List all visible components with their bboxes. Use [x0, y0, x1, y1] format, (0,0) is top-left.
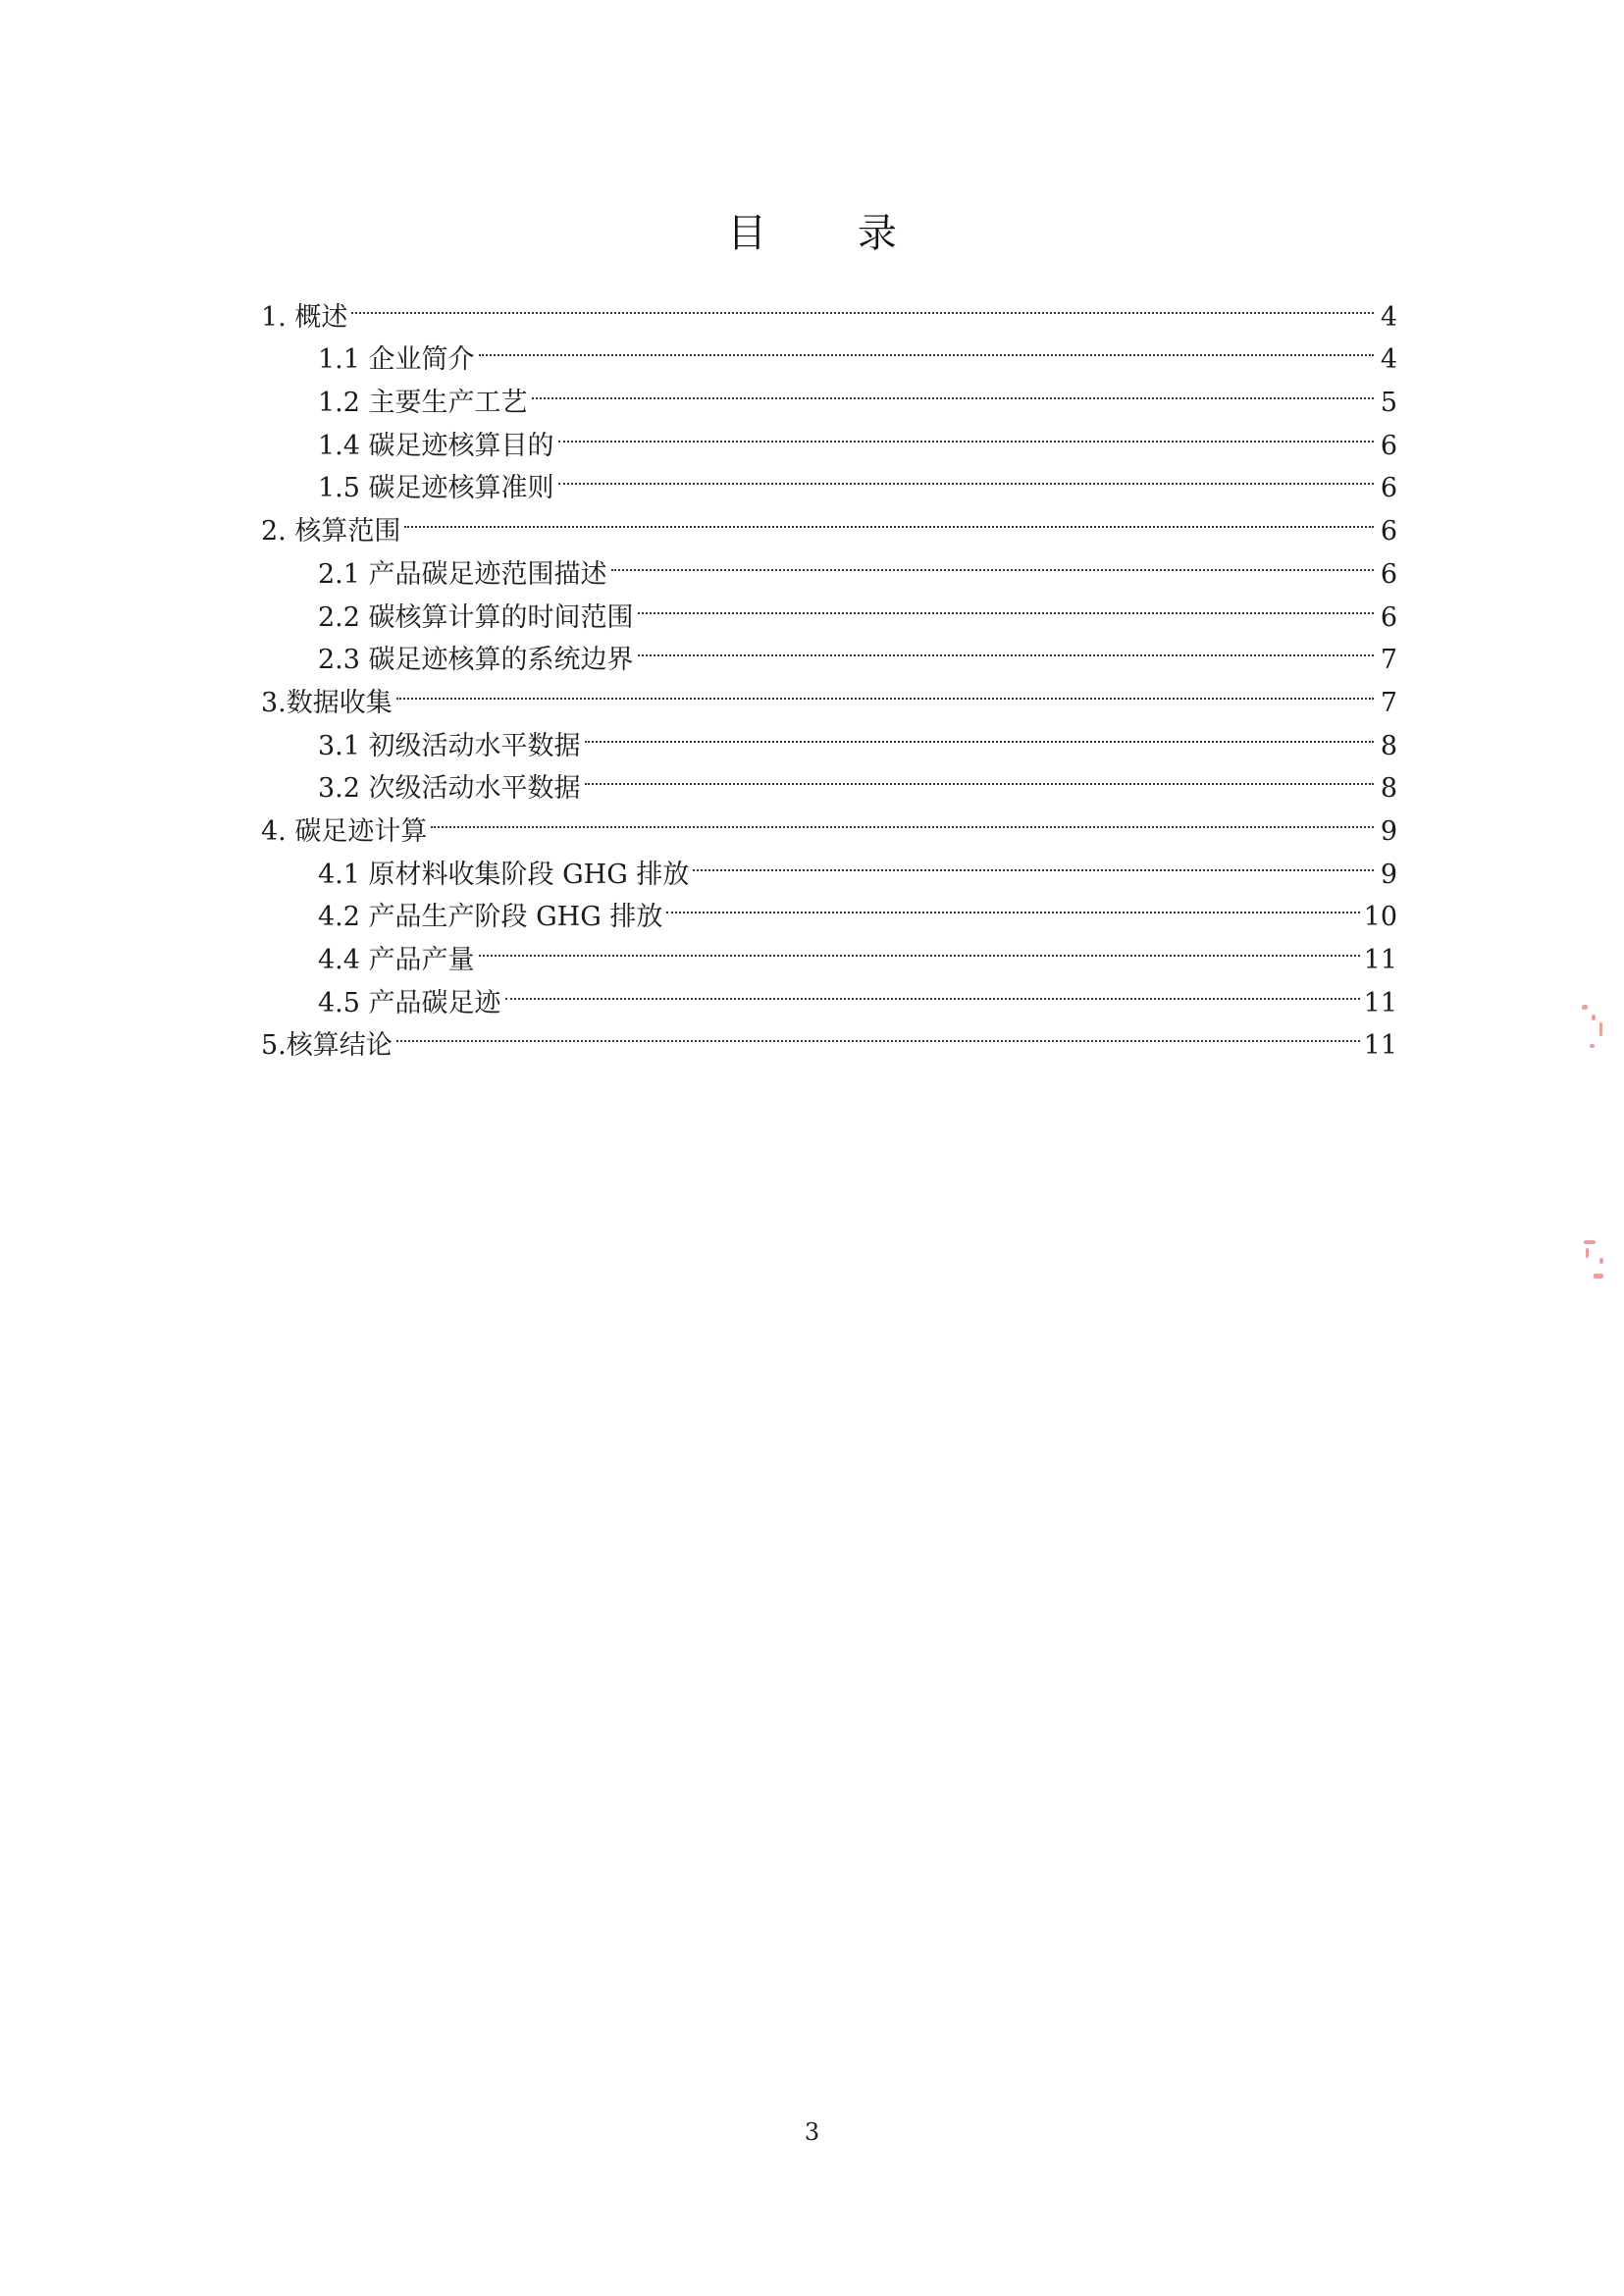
margin-stamp-marks — [1576, 1001, 1605, 1325]
toc-entry[interactable] — [261, 668, 1397, 718]
toc-dot-leader — [666, 883, 1359, 926]
toc-dot-leader — [585, 711, 1374, 755]
toc-dot-leader — [431, 797, 1374, 840]
page-title: 目 录 — [727, 211, 936, 256]
toc-entry-page: 11 — [1363, 1030, 1397, 1062]
toc-entry[interactable] — [261, 797, 1397, 847]
toc-dot-leader — [558, 454, 1374, 497]
toc-entry-label: 4.5 产品碳足迹 — [318, 987, 501, 1018]
toc-dot-leader — [532, 368, 1374, 411]
toc-entry-label: 1. 概述 — [261, 301, 348, 333]
toc-entry-page: 7 — [1380, 687, 1397, 718]
toc-entry-page: 11 — [1363, 945, 1397, 975]
toc-entry-page: 9 — [1380, 859, 1397, 890]
toc-entry-label: 1.4 碳足迹核算目的 — [318, 430, 554, 461]
toc-entry-label: 2. 核算范围 — [261, 516, 401, 548]
toc-entry-label: 2.1 产品碳足迹范围描述 — [318, 558, 607, 590]
toc-entry-label: 5.核算结论 — [261, 1030, 393, 1062]
toc-dot-leader — [693, 840, 1374, 883]
toc-entry-label: 2.2 碳核算计算的时间范围 — [318, 601, 634, 633]
toc-entry[interactable] — [261, 283, 1397, 333]
toc-entry-label: 4.4 产品产量 — [318, 945, 475, 975]
toc-entry[interactable] — [261, 540, 1397, 590]
toc-entry-label: 1.2 主要生产工艺 — [318, 388, 528, 419]
toc-entry-page: 7 — [1380, 645, 1397, 676]
toc-entry-page: 5 — [1380, 388, 1397, 419]
toc-dot-leader — [611, 540, 1374, 583]
toc-dot-leader — [558, 411, 1374, 454]
toc-dot-leader — [638, 583, 1374, 626]
page-number: 3 — [804, 2118, 820, 2146]
toc-entry-label: 4. 碳足迹计算 — [261, 815, 428, 847]
toc-entry[interactable] — [261, 840, 1397, 890]
toc-dot-leader — [351, 283, 1374, 326]
toc-entry-label: 3.1 初级活动水平数据 — [318, 730, 581, 761]
toc-entry-label: 1.1 企业简介 — [318, 344, 475, 376]
toc-entry-page: 8 — [1380, 730, 1397, 761]
toc-entry-label: 4.2 产品生产阶段 GHG 排放 — [318, 902, 663, 933]
toc-dot-leader — [396, 1012, 1360, 1055]
toc-entry-page: 4 — [1380, 344, 1397, 376]
toc-dot-leader — [404, 496, 1374, 540]
toc-entry-page: 6 — [1380, 516, 1397, 548]
toc-entry-page: 4 — [1380, 301, 1397, 333]
toc-entry-page: 11 — [1363, 987, 1397, 1018]
toc-entry-label: 3.数据收集 — [261, 687, 393, 718]
toc-dot-leader — [638, 626, 1374, 669]
toc-entry-label: 4.1 原材料收集阶段 GHG 排放 — [318, 859, 690, 890]
toc-entry-page: 6 — [1380, 473, 1397, 504]
toc-entry-label: 1.5 碳足迹核算准则 — [318, 473, 554, 504]
toc-entry[interactable] — [261, 326, 1397, 376]
toc-entry-page: 8 — [1380, 773, 1397, 805]
toc-entry[interactable] — [261, 1012, 1397, 1062]
toc-entry[interactable] — [261, 711, 1397, 761]
toc-entry-page: 9 — [1380, 815, 1397, 847]
toc-dot-leader — [479, 925, 1360, 968]
toc-entry-page: 6 — [1380, 558, 1397, 590]
toc-dot-leader — [505, 968, 1360, 1012]
toc-dot-leader — [585, 755, 1374, 798]
toc-entry-label: 2.3 碳足迹核算的系统边界 — [318, 645, 634, 676]
toc-entry-page: 10 — [1363, 902, 1397, 933]
toc-entry-label: 3.2 次级活动水平数据 — [318, 773, 581, 805]
toc-entry-page: 6 — [1380, 601, 1397, 633]
toc-dot-leader — [396, 668, 1374, 711]
toc-entry[interactable] — [261, 496, 1397, 548]
toc-entry-page: 6 — [1380, 430, 1397, 461]
toc-dot-leader — [479, 326, 1374, 369]
table-of-contents — [261, 283, 1397, 1062]
